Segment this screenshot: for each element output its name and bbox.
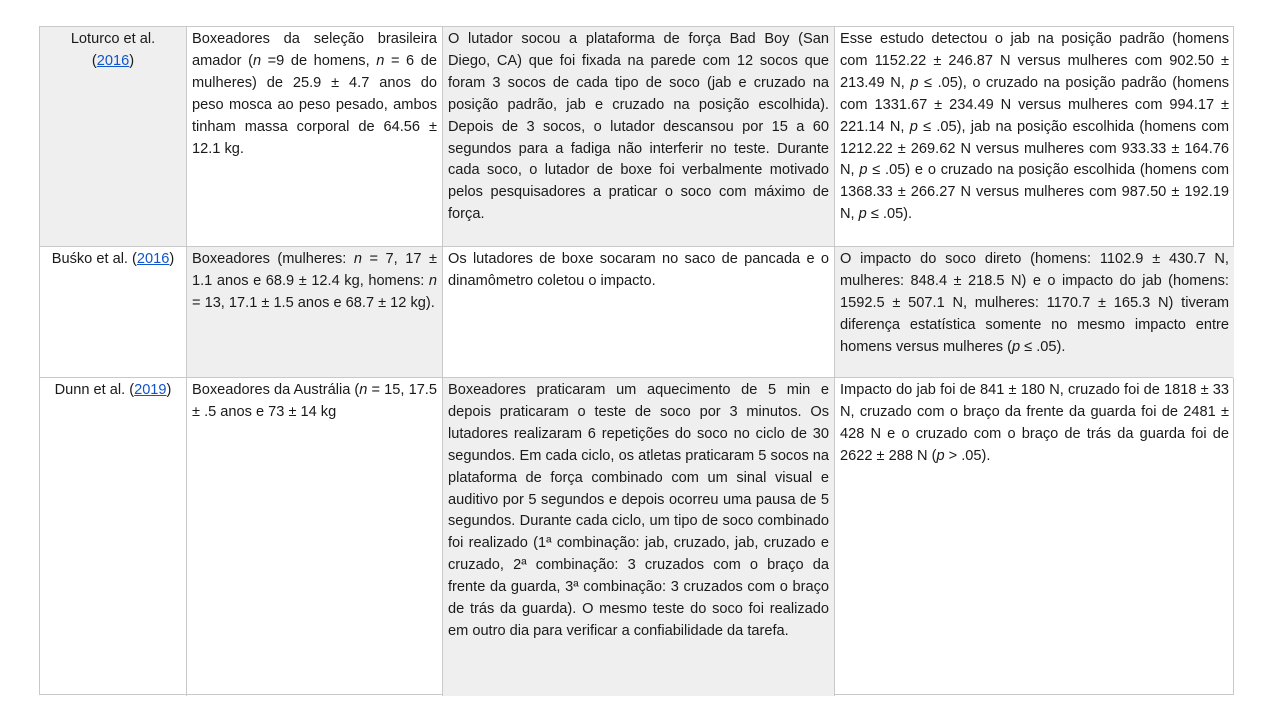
author-name: Loturco et al. (70, 31, 156, 47)
studies-table (39, 26, 1234, 695)
protocol-cell: Os lutadores de boxe socaram no saco de pancada e o dinamômetro coletou o impacto. (443, 247, 835, 378)
citation-year-link[interactable]: 2019 (134, 382, 167, 398)
sample-cell: Boxeadores da Austrália (n = 15, 17.5 ± .5 anos e 73 ± 14 kg (187, 378, 443, 696)
author-cell: Buśko et al. (2016) (40, 247, 187, 378)
table-row (40, 246, 1233, 378)
results-cell: Impacto do jab foi de 841 ± 180 N, cruzado foi de 1818 ± 33 N, cruzado com o braço da frente da guarda foi de 2481 ± 428 N e o cruzado com o braço de trás da guarda foi de 2622 ± 288 N (p > .05). (840, 382, 1229, 464)
author-cell: Dunn et al. (2019) (40, 378, 187, 696)
protocol-cell: O lutador socou a plataforma de força Bad Boy (San Diego, CA) que foi fixada na parede com 12 socos que foram 3 socos de cada tipo de soco (jab e cruzado na posição padrão, jab e cruzado na posição escolhida). Depois de 3 socos, o lutador descansou por 15 a 60 segundos para a fadiga não interferir no teste. Durante cada soco, o lutador de boxe foi verbalmente motivado pelos pesquisadores a praticar o soco com máximo de força. (443, 27, 835, 246)
author-name: Buśko et al. (51, 251, 128, 267)
results-cell: Esse estudo detectou o jab na posição padrão (homens com 1152.22 ± 246.87 N versus mulheres com 902.50 ± 213.49 N, p ≤ .05), o cruzado na posição padrão (homens com 1331.67 ± 234.49 N versus mulheres com 994.17 ± 221.14 N, p ≤ .05), jab na posição escolhida (homens com 1212.22 ± 269.62 N versus mulheres com 933.33 ± 164.76 N, p ≤ .05) e o cruzado na posição escolhida (homens com 1368.33 ± 266.27 N versus mulheres com 987.50 ± 192.19 N, p ≤ .05). (840, 31, 1229, 223)
protocol-cell: Boxeadores praticaram um aquecimento de 5 min e depois praticaram o teste de soco por 3 minutos. Os lutadores realizaram 6 repetições do soco no ciclo de 30 segundos. Em cada ciclo, os atletas praticaram 5 socos na plataforma de força combinado com um sinal visual e auditivo por 5 segundos e depois ocorreu uma pausa de 5 segundos. Durante cada ciclo, um tipo de soco combinado foi realizado (1ª combinação: jab, cruzado, jab, cruzado e cruzado, 2ª combinação: 3 cruzados com o braço da frente da guarda, 3ª combinação: 3 cruzados com o braço de trás da guarda). O mesmo teste do soco foi realizado em outro dia para verificar a confiabilidade da tarefa. (443, 378, 835, 696)
table-row (40, 27, 1233, 246)
table-row (40, 377, 1233, 696)
results-cell: O impacto do soco direto (homens: 1102.9 ± 430.7 N, mulheres: 848.4 ± 218.5 N) e o impacto do jab (homens: 1592.5 ± 507.1 N, mulheres: 1170.7 ± 165.3 N) tiveram diferença estatística somente no mesmo impacto entre homens versus mulheres (p ≤ .05). (835, 247, 1234, 378)
citation-year-link[interactable]: 2016 (136, 251, 170, 267)
author-name: Dunn et al. (54, 382, 126, 398)
sample-cell: Boxeadores da seleção brasileira amador (n =9 de homens, n = 6 de mulheres) de 25.9 ± 4.7 anos do peso mosca ao peso pesado, ambos tinham massa corporal de 64.56 ± 12.1 kg. (187, 27, 443, 246)
sample-cell: Boxeadores (mulheres: n = 7, 17 ± 1.1 anos e 68.9 ± 12.4 kg, homens: n = 13, 17.1 ± 1.5 anos e 68.7 ± 12 kg). (187, 247, 443, 378)
author-cell: Loturco et al. (2016) (40, 27, 187, 246)
citation-year-link[interactable]: 2016 (96, 52, 130, 69)
